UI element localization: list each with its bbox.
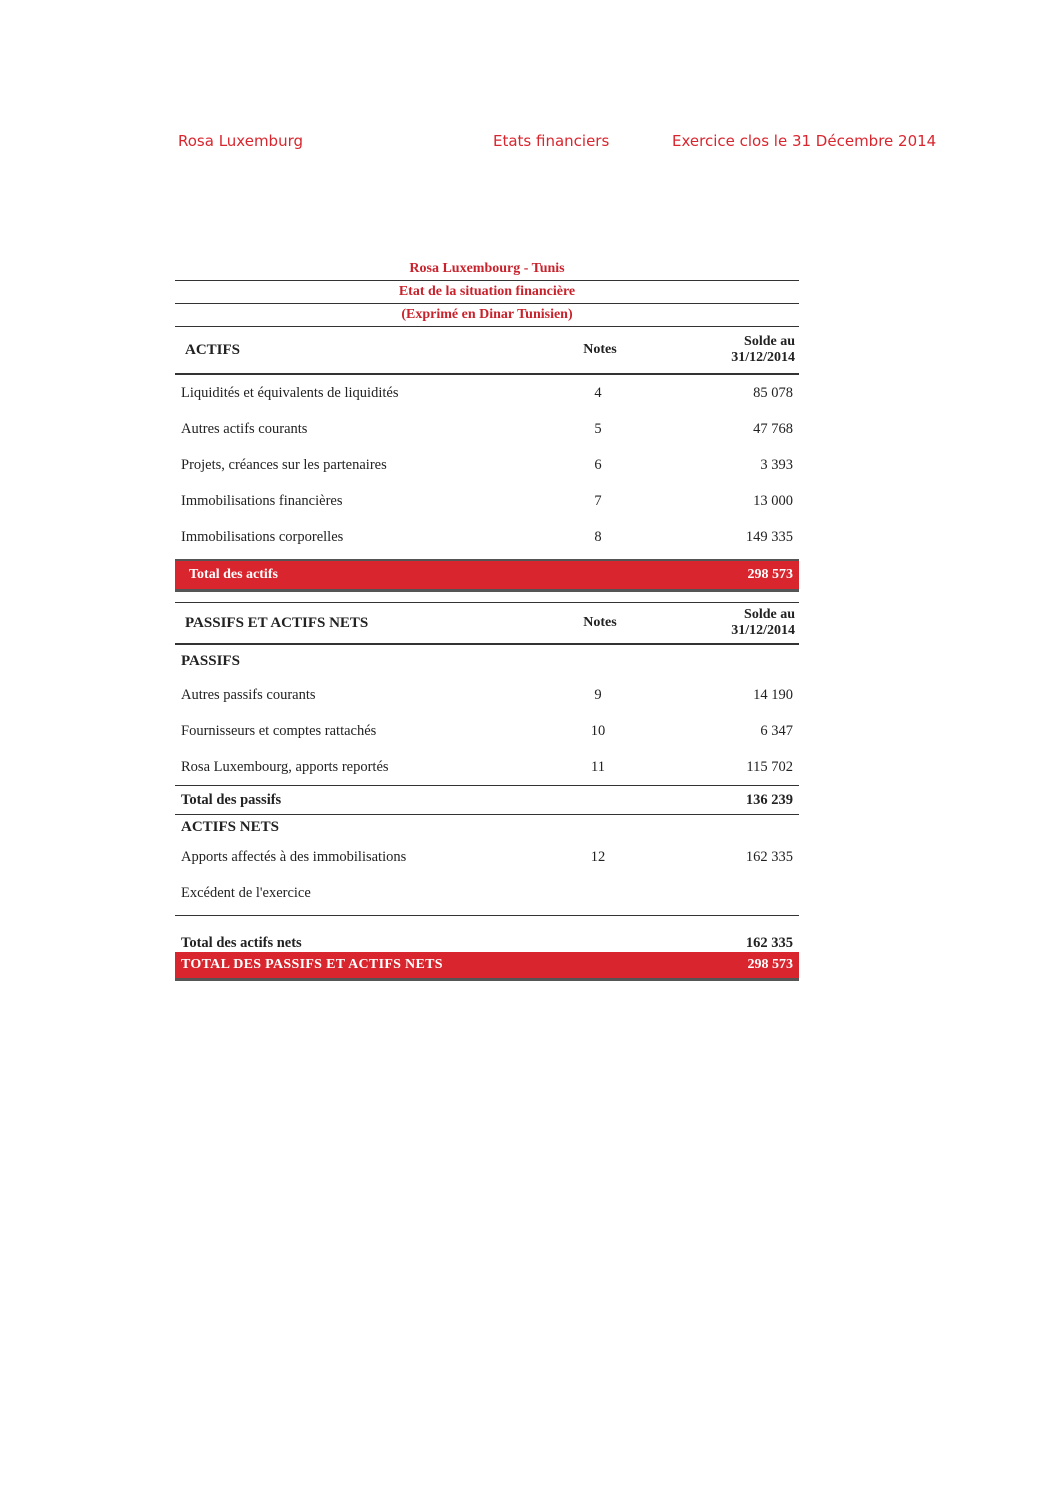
assets-total-label: Total des actifs [189, 567, 278, 582]
header-org: Rosa Luxemburg [178, 132, 304, 150]
header-period: Exercice clos le 31 Décembre 2014 [672, 132, 937, 150]
row-value: 14 190 [753, 686, 793, 703]
row-value: 85 078 [753, 384, 793, 401]
row-value: 13 000 [753, 492, 793, 509]
header-doc-type: Etats financiers [493, 132, 610, 150]
notes-header: Notes [583, 342, 617, 357]
row-note: 7 [594, 492, 602, 509]
row-note: 6 [594, 456, 602, 473]
row-label: Autres passifs courants [181, 686, 316, 703]
grand-total-value: 298 573 [747, 957, 793, 972]
table-row [175, 519, 799, 555]
row-label: Fournisseurs et comptes rattachés [181, 722, 377, 739]
row-value: 162 335 [745, 848, 793, 865]
table-row [175, 375, 799, 411]
table-row [175, 713, 799, 749]
table-row [175, 839, 799, 875]
row-label: Excédent de l'exercice [181, 884, 311, 901]
table-row [175, 677, 799, 713]
net-assets-section-title: ACTIFS NETS [181, 819, 279, 835]
notes-header: Notes [583, 615, 617, 630]
row-value: 47 768 [753, 420, 793, 437]
row-note: 8 [594, 528, 602, 545]
row-label: Apports affectés à des immobilisations [181, 848, 407, 865]
balance-header-line2: 31/12/2014 [731, 623, 795, 638]
balance-header [655, 334, 799, 366]
balance-header-line1: Solde au [744, 607, 795, 622]
row-note: 11 [591, 758, 605, 775]
grand-total-row [175, 952, 799, 981]
statement-currency: (Exprimé en Dinar Tunisien) [401, 307, 573, 322]
passifs-total-row [175, 785, 799, 815]
table-row [175, 447, 799, 483]
row-label: Autres actifs courants [181, 420, 308, 437]
net-assets-total-value: 162 335 [745, 935, 793, 951]
assets-column-header [175, 326, 799, 375]
statement-subtitle: Etat de la situation financière [175, 281, 799, 304]
row-value: 3 393 [760, 456, 793, 473]
table-row [175, 411, 799, 447]
assets-total-row [175, 559, 799, 592]
passifs-total-label: Total des passifs [181, 791, 282, 808]
row-label: Immobilisations corporelles [181, 528, 344, 545]
row-note: 9 [594, 686, 602, 703]
row-note: 10 [590, 722, 606, 739]
table-row [175, 483, 799, 519]
grand-total-label: TOTAL DES PASSIFS ET ACTIFS NETS [181, 957, 443, 972]
row-label: Projets, créances sur les partenaires [181, 456, 387, 473]
passifs-section-title: PASSIFS [181, 653, 240, 669]
liabilities-heading: PASSIFS ET ACTIFS NETS [185, 614, 369, 631]
net-assets-total-row [175, 915, 799, 952]
table-row [175, 749, 799, 785]
row-note: 12 [590, 848, 606, 865]
passifs-total-value: 136 239 [745, 791, 793, 808]
assets-table [175, 258, 799, 592]
row-value: 149 335 [745, 528, 793, 545]
liabilities-column-header [175, 603, 799, 645]
assets-total-value: 298 573 [747, 567, 793, 582]
balance-header-line1: Solde au [744, 334, 795, 349]
row-label: Rosa Luxembourg, apports reportés [181, 758, 389, 775]
row-note: 5 [594, 420, 602, 437]
row-label: Liquidités et équivalents de liquidités [181, 384, 399, 401]
net-assets-total-label: Total des actifs nets [181, 935, 302, 951]
liabilities-table [175, 602, 799, 981]
assets-heading: ACTIFS [185, 341, 241, 358]
row-value: 115 702 [746, 758, 793, 775]
statement-title: Rosa Luxembourg - Tunis [175, 258, 799, 281]
row-label: Immobilisations financières [181, 492, 343, 509]
table-row [175, 875, 799, 911]
row-note: 4 [594, 384, 602, 401]
balance-header-line2: 31/12/2014 [731, 350, 795, 365]
balance-header [655, 607, 799, 639]
row-value: 6 347 [760, 722, 793, 739]
